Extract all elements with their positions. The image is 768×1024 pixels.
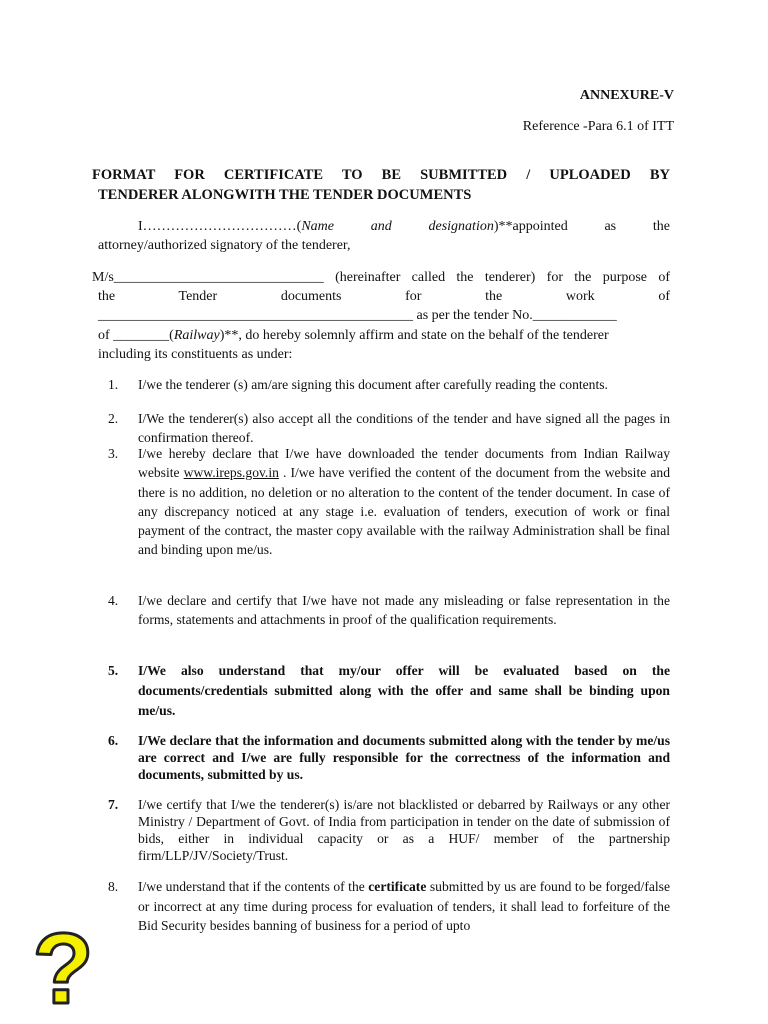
intro-railway-line: of ________(Railway)**, do hereby solemnly affirm and state on the behalf of the tenderer xyxy=(98,328,609,343)
question-mark-icon xyxy=(28,915,98,1015)
intro-tenderer-line: M/s______________________________ (hereinafter called the tenderer) for the purpose of xyxy=(92,270,670,285)
list-item: 3. I/we hereby declare that I/we have downloaded the tender documents from Indian Railway website www.ireps.gov.in . I/we have verified the content of the document from the website and there is no addition, no deletion or no alteration to the content of the tender document. In case of any discrepancy noticed at any stage i.e. evaluation of tenders, execution of work or final payment of the contract, the master copy available with the railway Administration shall be final and binding upon me/us. xyxy=(108,446,670,558)
list-item: 2. I/We the tenderer(s) also accept all the conditions of the tender and have signed all the pages in confirmation thereof. xyxy=(108,411,670,445)
document-title-line1: FORMAT FOR CERTIFICATE TO BE SUBMITTED / UPLOADED BY xyxy=(92,167,670,183)
list-item: 1. I/we the tenderer (s) am/are signing this document after carefully reading the contents. xyxy=(108,377,608,392)
annexure-label: ANNEXURE-V xyxy=(579,88,674,103)
list-item: 6. I/We declare that the information and documents submitted along with the tender by me/us are correct and I/we are fully responsible for the correctness of the information and documents, submitted by us. xyxy=(108,733,670,782)
intro-work-line: the Tender documents for the work of xyxy=(98,289,670,304)
intro-line-2: attorney/authorized signatory of the tenderer, xyxy=(98,238,351,253)
document-title-line2: TENDERER ALONGWITH THE TENDER DOCUMENTS xyxy=(98,187,472,203)
intro-line-1: I……………………………(Name and designation)**appointed as the xyxy=(138,219,670,234)
list-item: 8. I/we understand that if the contents of the certificate submitted by us are found to be forged/false or incorrect at any time during process for evaluation of tenders, it shall lead to forfeiture of the Bid Security besides banning of business for a period of upto xyxy=(108,879,670,933)
question-mark-glyph: ? xyxy=(32,915,94,1015)
intro-constituents-line: including its constituents as under: xyxy=(98,347,293,362)
list-item: 7. I/we certify that I/we the tenderer(s) is/are not blacklisted or debarred by Railways or any other Ministry / Department of Govt. of India from participation in tender on the date of submission of bids, either in individual capacity or as a HUF/ member of the partnership firm/LLP/JV/Society/Trust. xyxy=(108,797,670,863)
intro-tender-no-line: _____________________________________________ as per the tender No.____________ xyxy=(98,308,617,323)
reference-label: Reference -Para 6.1 of ITT xyxy=(522,119,674,134)
ireps-website-link[interactable]: www.ireps.gov.in xyxy=(183,465,279,481)
list-item: 4. I/we declare and certify that I/we have not made any misleading or false representation in the forms, statements and attachments in proof of the qualification requirements. xyxy=(108,593,670,628)
list-item: 5. I/We also understand that my/our offer will be evaluated based on the documents/credentials submitted along with the offer and same shall be binding upon me/us. xyxy=(108,663,670,718)
